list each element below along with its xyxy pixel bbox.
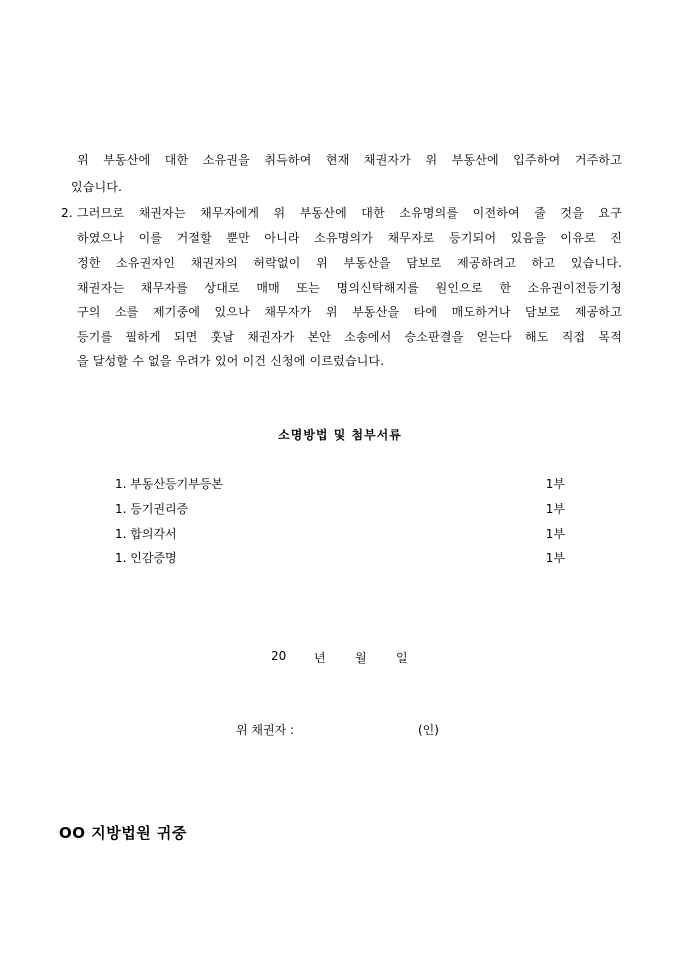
date-year: 20 (271, 649, 287, 663)
paragraph-1-line-1: 위 부동산에 대한 소유권을 취득하여 현재 채권자가 위 부동산에 입주하여 거주하고 (77, 153, 622, 167)
attachment-count: 1부 (545, 551, 565, 565)
paragraph-2-line-7: 을 달성할 수 없을 우려가 있어 이건 신청에 이르렀습니다. (77, 354, 385, 368)
paragraph-2-number: 2. (61, 206, 73, 220)
attachment-count: 1부 (545, 502, 565, 516)
attachment-name: 1. 인감증명 (115, 551, 177, 565)
attachment-item (115, 525, 565, 543)
attachment-name: 1. 부동산등기부등본 (115, 477, 224, 491)
paragraph-2-line-5: 구의 소를 제기중에 있으나 채무자가 위 부동산을 타에 매도하거나 담보로 제공하고 (77, 305, 622, 319)
paragraph-2-line-6: 등기를 필하게 되면 훗날 채권자가 본안 소송에서 승소판결을 얻는다 해도 직접 목적 (77, 330, 622, 344)
attachment-count: 1부 (545, 527, 565, 541)
attachments-heading: 소명방법 및 첨부서류 (278, 428, 402, 442)
paragraph-2-line-3: 정한 소유권자인 채권자의 허락없이 위 부동산을 담보로 제공하려고 하고 있습니다. (77, 256, 622, 270)
paragraph-2-line-2: 하였으나 이를 거절할 뿐만 아니라 소유명의가 채무자로 등기되어 있음을 이유로 진 (77, 231, 622, 245)
date-day-unit: 일 (396, 651, 408, 665)
date-month-unit: 월 (355, 651, 367, 665)
court-addressee: OO 지방법원 귀중 (59, 824, 187, 842)
date-year-unit: 년 (314, 651, 326, 665)
attachment-count: 1부 (545, 477, 565, 491)
attachment-item (115, 500, 565, 518)
attachment-item (115, 475, 565, 493)
signature-label: 위 채권자 : (236, 723, 295, 737)
paragraph-2-line-4: 채권자는 채무자를 상대로 매매 또는 명의신탁해지를 원인으로 한 소유권이전등기청 (77, 281, 622, 295)
paragraph-2-line-1: 그러므로 채권자는 채무자에게 위 부동산에 대한 소유명의를 이전하여 줄 것을 요구 (77, 206, 622, 220)
paragraph-1-line-2: 있습니다. (71, 180, 123, 194)
signature-seal: (인) (418, 723, 439, 737)
attachment-name: 1. 합의각서 (115, 527, 177, 541)
attachment-item (115, 549, 565, 567)
attachment-name: 1. 등기권리증 (115, 502, 189, 516)
